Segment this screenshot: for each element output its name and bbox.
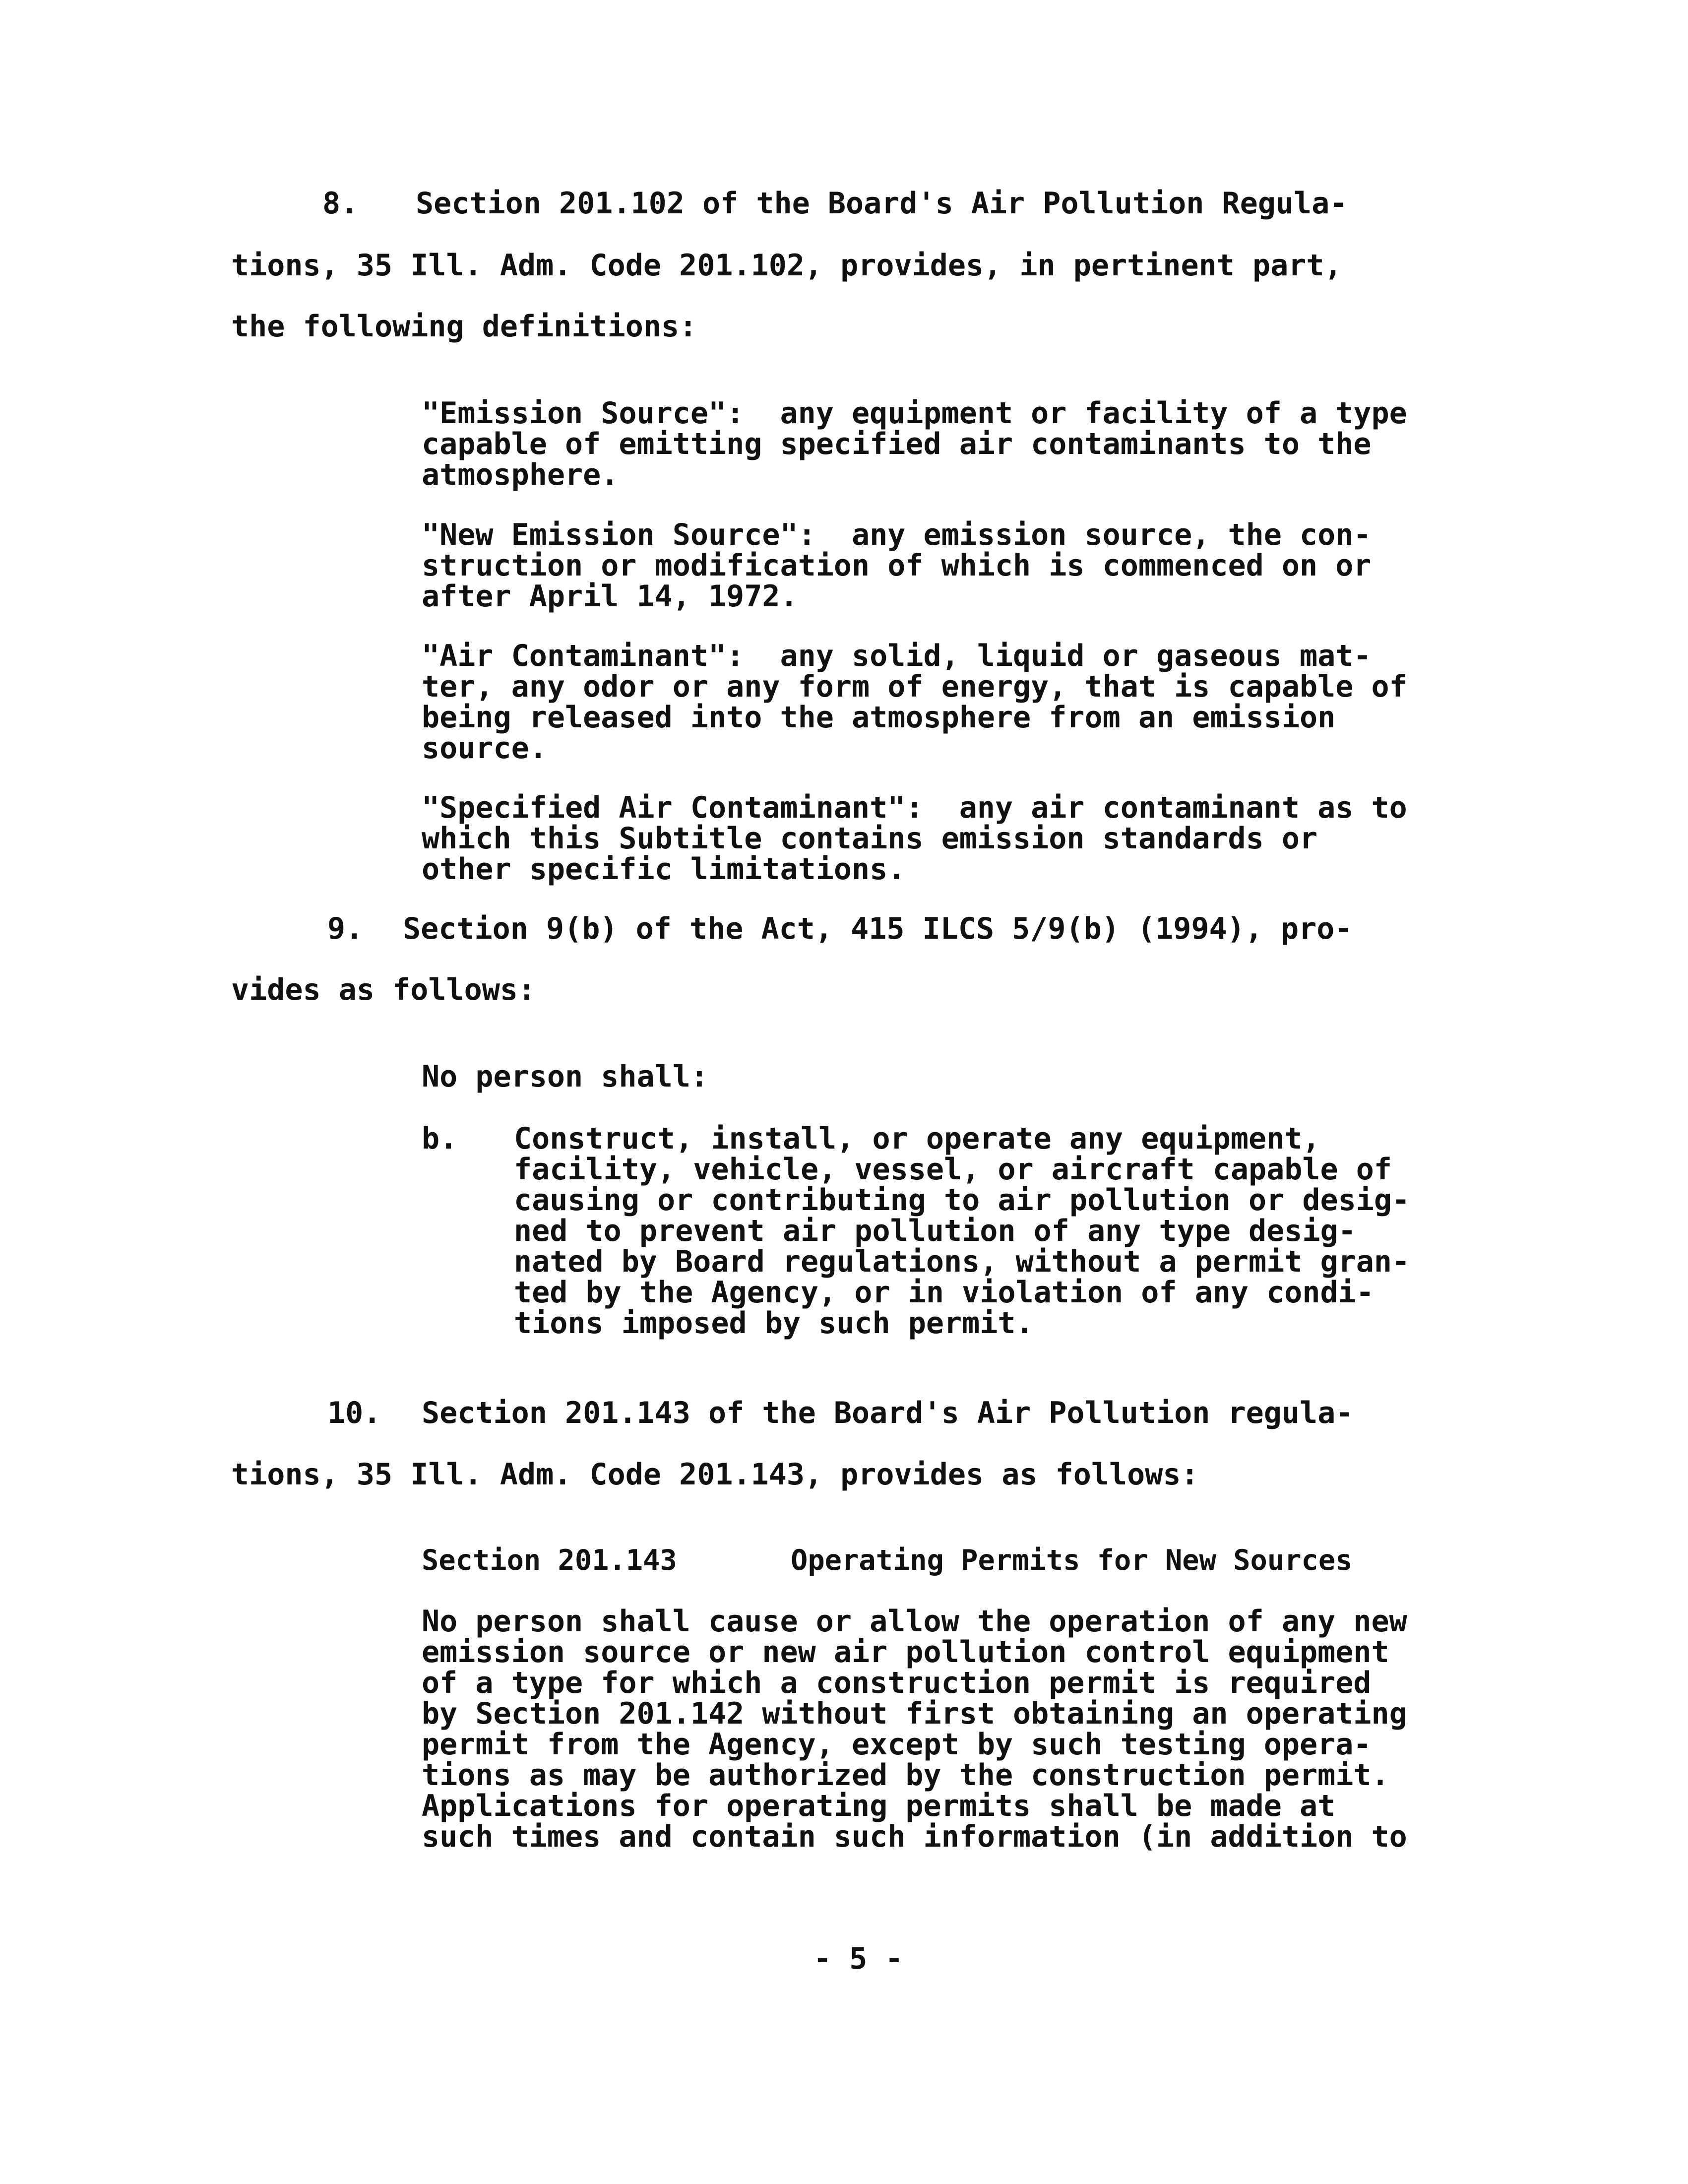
quote-9-item-line-5: nated by Board regulations, without a permit gran- — [514, 1244, 1410, 1279]
quote-9-item-line-7: tions imposed by such permit. — [514, 1306, 1034, 1341]
quote-10-line-5: permit from the Agency, except by such testing opera- — [422, 1727, 1372, 1762]
quote-10-line-6: tions as may be authorized by the construction permit. — [422, 1758, 1389, 1793]
quote-10-line-4: by Section 201.142 without first obtaining an operating — [422, 1696, 1407, 1731]
paragraph-9-line-2: vides as follows: — [231, 972, 536, 1007]
paragraph-8-line-1: Section 201.102 of the Board's Air Pollution Regula- — [416, 186, 1348, 221]
definition-new-emission-source-line-2: struction or modification of which is commenced on or — [422, 548, 1372, 583]
definition-specified-air-contaminant-line-1: "Specified Air Contaminant": any air contaminant as to — [422, 790, 1407, 825]
definition-air-contaminant-line-3: being released into the atmosphere from an emission — [422, 700, 1336, 735]
quote-9-intro: No person shall: — [422, 1059, 708, 1094]
definition-air-contaminant-line-2: ter, any odor or any form of energy, that is capable of — [422, 669, 1407, 704]
section-heading-title: Operating Permits for New Sources — [791, 1544, 1353, 1577]
page-number: - 5 - — [813, 1941, 903, 1976]
quote-9-item-line-2: facility, vehicle, vessel, or aircraft capable of — [514, 1152, 1392, 1187]
quote-9-item-line-4: ned to prevent air pollution of any type desig- — [514, 1214, 1356, 1248]
quote-9-item-label: b. — [422, 1121, 458, 1156]
definition-air-contaminant-line-1: "Air Contaminant": any solid, liquid or gaseous mat- — [422, 639, 1372, 673]
quote-10-line-7: Applications for operating permits shall be made at — [422, 1789, 1336, 1823]
section-heading-number: Section 201.143 — [422, 1544, 677, 1577]
quote-10-line-2: emission source or new air pollution control equipment — [422, 1635, 1389, 1670]
definition-new-emission-source-line-3: after April 14, 1972. — [422, 579, 798, 614]
quote-9-item-line-3: causing or contributing to air pollution or desig- — [514, 1183, 1410, 1218]
definition-emission-source-line-3: atmosphere. — [422, 457, 619, 492]
quote-10-line-1: No person shall cause or allow the operation of any new — [422, 1604, 1407, 1639]
paragraph-8-line-3: the following definitions: — [231, 309, 697, 344]
paragraph-8-line-2: tions, 35 Ill. Adm. Code 201.102, provides, in pertinent part, — [231, 248, 1342, 283]
paragraph-10-number: 10. — [327, 1396, 381, 1430]
paragraph-10-line-1: Section 201.143 of the Board's Air Pollution regula- — [422, 1396, 1354, 1430]
definition-air-contaminant-line-4: source. — [422, 731, 547, 766]
definition-emission-source-line-1: "Emission Source": any equipment or facility of a type — [422, 396, 1407, 431]
paragraph-10-line-2: tions, 35 Ill. Adm. Code 201.143, provides as follows: — [231, 1457, 1199, 1492]
definition-specified-air-contaminant-line-3: other specific limitations. — [422, 852, 906, 887]
quote-10-line-8: such times and contain such information (in addition to — [422, 1819, 1407, 1854]
definition-emission-source-line-2: capable of emitting specified air contaminants to the — [422, 427, 1372, 461]
paragraph-8-number: 8. — [322, 186, 359, 221]
definition-new-emission-source-line-1: "New Emission Source": any emission source, the con- — [422, 517, 1372, 552]
quote-9-item-line-1: Construct, install, or operate any equipment, — [514, 1121, 1320, 1156]
quote-10-line-3: of a type for which a construction permit is required — [422, 1666, 1372, 1700]
quote-9-item-line-6: ted by the Agency, or in violation of any condi- — [514, 1275, 1374, 1310]
paragraph-9-number: 9. — [327, 911, 364, 946]
paragraph-9-line-1: Section 9(b) of the Act, 415 ILCS 5/9(b) (1994), pro- — [403, 911, 1353, 946]
definition-specified-air-contaminant-line-2: which this Subtitle contains emission standards or — [422, 821, 1318, 856]
